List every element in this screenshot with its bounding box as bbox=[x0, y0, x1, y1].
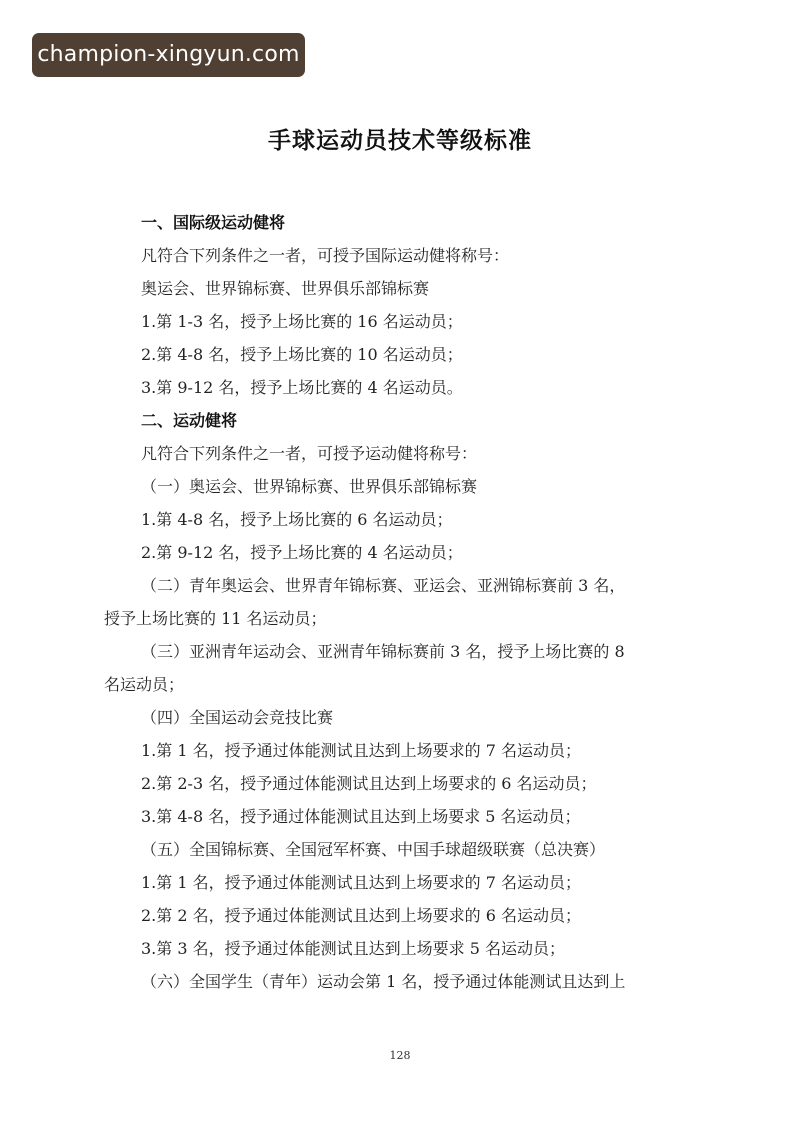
paragraph-line: 奥运会、世界锦标赛、世界俱乐部锦标赛 bbox=[141, 279, 430, 298]
list-item: 1.第 4-8 名，授予上场比赛的 6 名运动员； bbox=[141, 510, 453, 529]
watermark-banner: champion-xingyun.com bbox=[32, 33, 305, 77]
page-title: 手球运动员技术等级标准 bbox=[268, 127, 532, 154]
document-body bbox=[104, 206, 704, 998]
list-item: 3.第 4-8 名，授予通过体能测试且达到上场要求 5 名运动员； bbox=[141, 807, 581, 826]
list-item: 1.第 1 名，授予通过体能测试且达到上场要求的 7 名运动员； bbox=[141, 741, 581, 760]
section-heading-international: 一、国际级运动健将 bbox=[141, 213, 286, 232]
list-item: 2.第 9-12 名，授予上场比赛的 4 名运动员； bbox=[141, 543, 463, 562]
paragraph-line: （六）全国学生（青年）运动会第 1 名，授予通过体能测试且达到上 bbox=[141, 972, 626, 991]
paragraph-line: （五）全国锦标赛、全国冠军杯赛、中国手球超级联赛（总决赛） bbox=[141, 840, 606, 859]
paragraph-line: 凡符合下列条件之一者，可授予国际运动健将称号： bbox=[141, 246, 510, 265]
list-item: 2.第 2-3 名，授予通过体能测试且达到上场要求的 6 名运动员； bbox=[141, 774, 597, 793]
paragraph-line: （三）亚洲青年运动会、亚洲青年锦标赛前 3 名，授予上场比赛的 8 bbox=[141, 642, 625, 661]
list-item: 3.第 3 名，授予通过体能测试且达到上场要求 5 名运动员； bbox=[141, 939, 565, 958]
list-item: 1.第 1 名，授予通过体能测试且达到上场要求的 7 名运动员； bbox=[141, 873, 581, 892]
page-number: 128 bbox=[389, 1049, 411, 1062]
paragraph-continuation: 授予上场比赛的 11 名运动员； bbox=[104, 609, 327, 628]
list-item: 1.第 1-3 名，授予上场比赛的 16 名运动员； bbox=[141, 312, 463, 331]
list-item: 3.第 9-12 名，授予上场比赛的 4 名运动员。 bbox=[141, 378, 463, 397]
paragraph-continuation: 名运动员； bbox=[104, 675, 185, 694]
paragraph-line: （一）奥运会、世界锦标赛、世界俱乐部锦标赛 bbox=[141, 477, 478, 496]
paragraph-line: 凡符合下列条件之一者，可授予运动健将称号： bbox=[141, 444, 478, 463]
section-heading-master: 二、运动健将 bbox=[141, 411, 238, 430]
list-item: 2.第 2 名，授予通过体能测试且达到上场要求的 6 名运动员； bbox=[141, 906, 581, 925]
list-item: 2.第 4-8 名，授予上场比赛的 10 名运动员； bbox=[141, 345, 463, 364]
paragraph-line: （四）全国运动会竞技比赛 bbox=[141, 708, 334, 727]
paragraph-line: （二）青年奥运会、世界青年锦标赛、亚运会、亚洲锦标赛前 3 名， bbox=[141, 576, 626, 595]
